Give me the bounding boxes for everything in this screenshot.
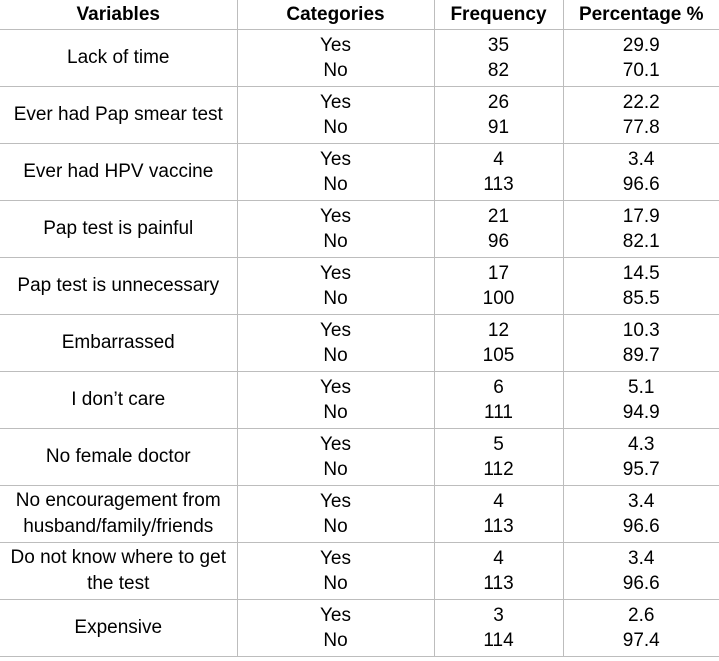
frequency-cell: [434, 600, 563, 657]
table-row: [0, 258, 719, 315]
variable-label: No female doctor: [45, 446, 191, 467]
header-percentage: Percentage %: [563, 0, 719, 30]
percentage-value: 3.4: [628, 491, 655, 512]
frequency-value: 113: [483, 174, 514, 195]
variable-label: Lack of time: [67, 47, 170, 68]
percentage-value: 14.5: [622, 263, 660, 284]
category-cell: [237, 429, 434, 486]
table-row: [0, 372, 719, 429]
category-value: Yes: [320, 263, 351, 284]
header-frequency: Frequency: [434, 0, 563, 30]
frequency-value: 26: [487, 92, 510, 113]
frequency-value: 4: [493, 548, 504, 569]
category-value: Yes: [320, 149, 351, 170]
percentage-value: 97.4: [622, 630, 660, 651]
variable-label: Ever had Pap smear test: [13, 104, 223, 125]
header-row: [0, 0, 719, 30]
table-body: [0, 30, 719, 657]
frequency-value: 111: [484, 402, 513, 423]
percentage-value: 96.6: [622, 573, 660, 594]
percentage-value: 3.4: [628, 548, 655, 569]
frequency-value: 5: [493, 434, 504, 455]
percentage-cell: [563, 600, 719, 657]
category-value: Yes: [320, 491, 351, 512]
variable-cell: [0, 372, 237, 429]
frequency-cell: [434, 315, 563, 372]
variable-label: Embarrassed: [61, 332, 175, 353]
frequency-value: 4: [493, 149, 504, 170]
frequency-value: 91: [487, 117, 510, 138]
percentage-cell: [563, 429, 719, 486]
category-value: Yes: [320, 320, 351, 341]
variable-label: I don’t care: [71, 389, 166, 410]
percentage-value: 22.2: [622, 92, 660, 113]
header-variables: Variables: [0, 0, 237, 30]
percentage-cell: [563, 30, 719, 87]
variable-cell: [0, 315, 237, 372]
percentage-value: 3.4: [628, 149, 655, 170]
frequency-value: 96: [487, 231, 510, 252]
table-row: [0, 144, 719, 201]
percentage-value: 77.8: [622, 117, 660, 138]
frequency-value: 114: [483, 630, 514, 651]
percentage-value: 5.1: [628, 377, 655, 398]
category-value: No: [323, 117, 348, 138]
header-categories: Categories: [237, 0, 434, 30]
frequency-value: 105: [482, 345, 515, 366]
frequency-cell: [434, 372, 563, 429]
variable-cell: [0, 201, 237, 258]
frequency-value: 6: [493, 377, 504, 398]
table-row: [0, 315, 719, 372]
category-cell: [237, 87, 434, 144]
table-row: [0, 429, 719, 486]
variable-cell: [0, 543, 237, 600]
table-header: [0, 0, 719, 30]
frequency-cell: [434, 258, 563, 315]
category-cell: [237, 600, 434, 657]
frequency-value: 21: [487, 206, 510, 227]
table-row: [0, 201, 719, 258]
percentage-value: 70.1: [622, 60, 660, 81]
percentage-value: 4.3: [628, 434, 655, 455]
percentage-value: 29.9: [622, 35, 660, 56]
percentage-cell: [563, 144, 719, 201]
frequency-value: 82: [487, 60, 510, 81]
frequency-cell: [434, 144, 563, 201]
category-value: No: [323, 174, 348, 195]
percentage-value: 96.6: [622, 174, 660, 195]
category-value: No: [323, 402, 348, 423]
frequency-cell: [434, 87, 563, 144]
percentage-value: 94.9: [622, 402, 660, 423]
percentage-value: 96.6: [622, 516, 660, 537]
table-row: [0, 30, 719, 87]
frequency-value: 113: [483, 516, 514, 537]
category-cell: [237, 201, 434, 258]
variable-label-line: Do not know where to get: [10, 547, 226, 568]
percentage-cell: [563, 87, 719, 144]
frequency-cell: [434, 30, 563, 87]
category-value: Yes: [320, 92, 351, 113]
frequency-cell: [434, 429, 563, 486]
table-row: [0, 600, 719, 657]
category-value: No: [323, 573, 348, 594]
frequency-cell: [434, 543, 563, 600]
percentage-value: 95.7: [622, 459, 660, 480]
variable-cell: [0, 144, 237, 201]
category-value: Yes: [320, 605, 351, 626]
category-value: Yes: [320, 434, 351, 455]
variable-label: Pap test is painful: [43, 218, 194, 239]
variable-cell: [0, 429, 237, 486]
table-row: [0, 543, 719, 600]
percentage-cell: [563, 486, 719, 543]
frequency-value: 112: [483, 459, 514, 480]
category-value: No: [323, 60, 348, 81]
category-value: No: [323, 630, 348, 651]
variable-cell: [0, 486, 237, 543]
category-value: Yes: [320, 377, 351, 398]
frequency-cell: [434, 201, 563, 258]
variable-cell: [0, 600, 237, 657]
category-cell: [237, 543, 434, 600]
category-cell: [237, 30, 434, 87]
category-value: No: [323, 288, 348, 309]
percentage-value: 17.9: [622, 206, 660, 227]
frequency-value: 12: [487, 320, 510, 341]
frequency-value: 3: [493, 605, 504, 626]
frequency-value: 4: [493, 491, 504, 512]
percentage-value: 85.5: [622, 288, 660, 309]
category-value: Yes: [320, 548, 351, 569]
percentage-value: 82.1: [622, 231, 660, 252]
frequency-cell: [434, 486, 563, 543]
variable-label: Ever had HPV vaccine: [23, 161, 214, 182]
percentage-value: 2.6: [628, 605, 655, 626]
category-cell: [237, 258, 434, 315]
category-value: No: [323, 516, 348, 537]
variable-label: Pap test is unnecessary: [17, 275, 220, 296]
category-cell: [237, 144, 434, 201]
variable-label-line: the test: [87, 573, 150, 594]
variable-label-line: husband/family/friends: [23, 516, 214, 537]
category-value: Yes: [320, 35, 351, 56]
category-cell: [237, 372, 434, 429]
percentage-cell: [563, 258, 719, 315]
percentage-value: 10.3: [622, 320, 660, 341]
frequency-value: 100: [482, 288, 515, 309]
category-value: No: [323, 345, 348, 366]
variable-cell: [0, 30, 237, 87]
table-row: [0, 87, 719, 144]
percentage-cell: [563, 201, 719, 258]
percentage-cell: [563, 372, 719, 429]
table-row: [0, 486, 719, 543]
category-cell: [237, 315, 434, 372]
variable-cell: [0, 87, 237, 144]
percentage-cell: [563, 543, 719, 600]
category-value: No: [323, 459, 348, 480]
category-cell: [237, 486, 434, 543]
category-value: No: [323, 231, 348, 252]
variable-label-line: No encouragement from: [15, 490, 221, 511]
percentage-value: 89.7: [622, 345, 660, 366]
variable-label: Expensive: [74, 617, 163, 638]
frequency-value: 35: [487, 35, 510, 56]
frequency-value: 113: [483, 573, 514, 594]
percentage-cell: [563, 315, 719, 372]
variable-cell: [0, 258, 237, 315]
category-value: Yes: [320, 206, 351, 227]
frequency-value: 17: [487, 263, 510, 284]
